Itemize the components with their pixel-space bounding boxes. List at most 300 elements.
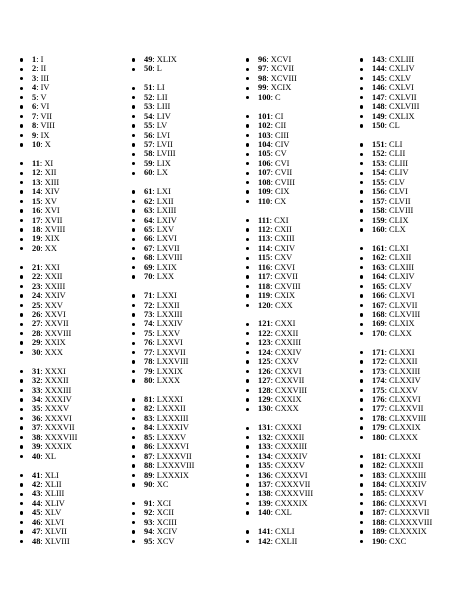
list-item: 81: LXXXI <box>132 395 247 404</box>
bullet-icon <box>132 257 135 260</box>
list-item: 169: CLXIX <box>360 319 474 328</box>
list-item: 25: XXV <box>20 301 135 310</box>
bullet-icon <box>246 332 249 335</box>
roman-numeral: LII <box>156 92 168 102</box>
list-item: 27: XXVII <box>20 319 135 328</box>
bullet-icon <box>246 511 249 514</box>
list-item: 189: CLXXXIX <box>360 527 474 536</box>
list-item: 7: VII <box>20 112 135 121</box>
list-item: 187: CLXXXVII <box>360 508 474 517</box>
roman-numeral: XLV <box>44 508 62 518</box>
arabic-number: 128 <box>258 385 271 395</box>
list-item: 155: CLV <box>360 178 474 187</box>
list-item: 165: CLXV <box>360 282 474 291</box>
list-item: 36: XXXVI <box>20 414 135 423</box>
roman-numeral: CXXXVII <box>274 479 311 489</box>
bullet-icon <box>20 483 23 486</box>
arabic-number: 83 <box>144 413 153 423</box>
arabic-number: 4 <box>32 83 37 93</box>
list-item: 100: C <box>246 93 361 102</box>
list-item: 141: CXLI <box>246 527 361 536</box>
bullet-icon <box>20 502 23 505</box>
roman-numeral: CXLIII <box>388 55 415 64</box>
numeral-group <box>132 187 247 281</box>
bullet-icon <box>20 209 23 212</box>
bullet-icon <box>246 351 249 354</box>
list-item: 103: CIII <box>246 131 361 140</box>
list-item: 172: CLXXII <box>360 357 474 366</box>
bullet-icon <box>20 426 23 429</box>
list-item: 176: CLXXVI <box>360 395 474 404</box>
list-item: 116: CXVI <box>246 263 361 272</box>
arabic-number: 19 <box>32 234 41 244</box>
list-item: 115: CXV <box>246 253 361 262</box>
roman-numeral: CLXXI <box>388 347 415 357</box>
list-item: 132: CXXXII <box>246 433 361 442</box>
bullet-icon <box>360 190 363 193</box>
roman-numeral: LXXXI <box>156 395 183 404</box>
list-item: 80: LXXX <box>132 376 247 385</box>
list-item: 145: CXLV <box>360 74 474 83</box>
arabic-number: 118 <box>258 281 271 291</box>
roman-numeral: CXXIX <box>274 394 302 404</box>
list-item: 180: CLXXX <box>360 433 474 442</box>
roman-numeral: CI <box>274 111 284 121</box>
bullet-icon <box>132 502 135 505</box>
arabic-number: 176 <box>372 394 385 404</box>
numeral-group <box>246 112 361 206</box>
roman-numeral: CLXIV <box>388 272 415 282</box>
roman-numeral: LXII <box>156 196 174 206</box>
bullet-icon <box>20 351 23 354</box>
bullet-icon <box>246 87 249 90</box>
arabic-number: 12 <box>32 168 41 178</box>
arabic-number: 125 <box>258 357 271 367</box>
roman-numeral: LXXIX <box>156 366 183 376</box>
bullet-icon <box>246 342 249 345</box>
bullet-icon <box>20 247 23 250</box>
bullet-icon <box>360 143 363 146</box>
arabic-number: 45 <box>32 508 41 518</box>
roman-numeral: XLVIII <box>44 536 70 546</box>
bullet-icon <box>132 342 135 345</box>
roman-numeral: CXXX <box>274 404 299 414</box>
list-item: 98: XCVIII <box>246 74 361 83</box>
bullet-icon <box>246 238 249 241</box>
arabic-number: 71 <box>144 291 153 301</box>
arabic-number: 85 <box>144 432 153 442</box>
bullet-icon <box>360 257 363 260</box>
arabic-number: 93 <box>144 517 153 527</box>
roman-numeral: XLVII <box>44 527 67 537</box>
roman-numeral: CXXXIX <box>274 498 308 508</box>
roman-numeral: CLXXXIX <box>388 527 427 537</box>
bullet-icon <box>20 87 23 90</box>
bullet-icon <box>20 398 23 401</box>
roman-numeral: CLXXX <box>388 432 418 442</box>
arabic-number: 66 <box>144 234 153 244</box>
list-item: 30: XXX <box>20 348 135 357</box>
bullet-icon <box>132 209 135 212</box>
arabic-number: 134 <box>258 451 271 461</box>
list-item: 138: CXXXVIII <box>246 489 361 498</box>
roman-numeral: XCI <box>156 498 172 508</box>
roman-numeral: LXXX <box>156 376 181 386</box>
bullet-icon <box>360 540 363 543</box>
numeral-group <box>246 527 361 546</box>
list-item: 179: CLXXIX <box>360 423 474 432</box>
arabic-number: 79 <box>144 366 153 376</box>
roman-numeral: XCVIII <box>270 73 297 83</box>
bullet-icon <box>132 134 135 137</box>
numeral-group <box>246 55 361 102</box>
list-item: 59: LIX <box>132 159 247 168</box>
roman-numeral: CLII <box>388 149 406 159</box>
roman-numeral: CLXXVII <box>388 404 424 414</box>
list-item: 168: CLXVIII <box>360 310 474 319</box>
bullet-icon <box>246 389 249 392</box>
list-item: 3: III <box>20 74 135 83</box>
arabic-number: 167 <box>372 300 385 310</box>
bullet-icon <box>132 483 135 486</box>
list-item: 164: CLXIV <box>360 272 474 281</box>
bullet-icon <box>132 143 135 146</box>
arabic-number: 67 <box>144 243 153 253</box>
arabic-number: 64 <box>144 215 153 225</box>
bullet-icon <box>360 379 363 382</box>
bullet-icon <box>246 181 249 184</box>
arabic-number: 1 <box>32 55 37 64</box>
roman-numeral: LXXI <box>156 291 177 301</box>
list-item: 19: XIX <box>20 234 135 243</box>
arabic-number: 159 <box>372 215 385 225</box>
bullet-icon <box>132 58 135 61</box>
list-item: 6: VI <box>20 102 135 111</box>
bullet-icon <box>20 77 23 80</box>
arabic-number: 63 <box>144 206 153 216</box>
arabic-number: 46 <box>32 517 41 527</box>
list-item: 174: CLXXIV <box>360 376 474 385</box>
roman-numeral: CIV <box>274 140 290 149</box>
bullet-icon <box>20 143 23 146</box>
list-item: 93: XCIII <box>132 518 247 527</box>
arabic-number: 74 <box>144 319 153 329</box>
bullet-icon <box>360 209 363 212</box>
arabic-number: 58 <box>144 149 153 159</box>
bullet-icon <box>360 181 363 184</box>
bullet-icon <box>360 200 363 203</box>
arabic-number: 99 <box>258 83 267 93</box>
list-item: 14: XIV <box>20 187 135 196</box>
list-item: 167: CLXVII <box>360 301 474 310</box>
numeral-group <box>246 319 361 413</box>
roman-numeral: XXXI <box>44 366 66 376</box>
arabic-number: 88 <box>144 461 153 471</box>
roman-numeral: XCIV <box>156 527 178 537</box>
bullet-icon <box>132 105 135 108</box>
arabic-number: 10 <box>32 139 41 149</box>
roman-numeral: CXVII <box>274 272 298 282</box>
bullet-icon <box>360 228 363 231</box>
list-item: 66: LXVI <box>132 234 247 243</box>
list-item: 65: LXV <box>132 225 247 234</box>
roman-numeral: CVI <box>274 158 290 168</box>
roman-numeral: CLXVI <box>388 291 415 301</box>
bullet-icon <box>20 134 23 137</box>
arabic-number: 48 <box>32 536 41 546</box>
list-item: 139: CXXXIX <box>246 499 361 508</box>
list-item: 4: IV <box>20 83 135 92</box>
roman-numeral: CLXXXIII <box>388 470 427 480</box>
list-item: 188: CLXXXVIII <box>360 518 474 527</box>
arabic-number: 106 <box>258 158 271 168</box>
roman-numeral: CXLVI <box>388 83 414 93</box>
arabic-number: 76 <box>144 338 153 348</box>
roman-numeral: LXI <box>156 187 171 197</box>
bullet-icon <box>246 483 249 486</box>
list-item: 33: XXXIII <box>20 386 135 395</box>
list-item: 105: CV <box>246 149 361 158</box>
bullet-icon <box>132 464 135 467</box>
arabic-number: 61 <box>144 187 153 197</box>
roman-numeral: CLXXXI <box>388 451 421 461</box>
roman-numeral: CXXV <box>274 357 299 367</box>
list-item: 16: XVI <box>20 206 135 215</box>
roman-numeral: V <box>40 92 47 102</box>
bullet-icon <box>246 445 249 448</box>
arabic-number: 104 <box>258 140 271 149</box>
arabic-number: 122 <box>258 328 271 338</box>
arabic-number: 33 <box>32 385 41 395</box>
list-item: 8: VIII <box>20 121 135 130</box>
roman-numeral: CXLV <box>388 73 412 83</box>
list-item: 106: CVI <box>246 159 361 168</box>
list-item: 31: XXXI <box>20 367 135 376</box>
roman-numeral: XXI <box>44 262 60 272</box>
roman-numeral: LIV <box>156 111 171 121</box>
bullet-icon <box>132 332 135 335</box>
numeral-group <box>132 395 247 489</box>
roman-numeral: IV <box>40 83 50 93</box>
list-item: 124: CXXIV <box>246 348 361 357</box>
roman-numeral: VI <box>40 102 50 112</box>
list-item: 51: LI <box>132 83 247 92</box>
roman-numeral: CIX <box>274 187 290 197</box>
roman-numeral: XXXV <box>44 404 69 414</box>
arabic-number: 78 <box>144 357 153 367</box>
arabic-number: 180 <box>372 432 385 442</box>
arabic-number: 29 <box>32 338 41 348</box>
bullet-icon <box>132 445 135 448</box>
arabic-number: 56 <box>144 130 153 140</box>
roman-numeral: CXL <box>274 508 292 518</box>
numeral-group <box>360 55 474 131</box>
roman-numeral: CLI <box>388 140 403 149</box>
bullet-icon <box>360 417 363 420</box>
list-item: 84: LXXXIV <box>132 423 247 432</box>
bullet-icon <box>20 370 23 373</box>
bullet-icon <box>246 115 249 118</box>
bullet-icon <box>246 134 249 137</box>
arabic-number: 41 <box>32 470 41 480</box>
list-item: 161: CLXI <box>360 244 474 253</box>
roman-numeral: II <box>40 64 47 74</box>
bullet-icon <box>360 219 363 222</box>
roman-numeral: CXXVI <box>274 366 302 376</box>
list-item: 15: XV <box>20 197 135 206</box>
arabic-number: 9 <box>32 130 37 140</box>
arabic-number: 174 <box>372 376 385 386</box>
roman-numeral: LXXII <box>156 300 180 310</box>
bullet-icon <box>132 436 135 439</box>
list-item: 46: XLVI <box>20 518 135 527</box>
bullet-icon <box>246 219 249 222</box>
arabic-number: 147 <box>372 92 385 102</box>
numeral-group <box>132 83 247 177</box>
bullet-icon <box>20 521 23 524</box>
arabic-number: 36 <box>32 413 41 423</box>
arabic-number: 90 <box>144 479 153 489</box>
list-item: 82: LXXXII <box>132 404 247 413</box>
arabic-number: 164 <box>372 272 385 282</box>
arabic-number: 31 <box>32 366 41 376</box>
bullet-icon <box>20 294 23 297</box>
numeral-group <box>20 263 135 357</box>
roman-numeral: CXXXIII <box>274 442 308 452</box>
bullet-icon <box>20 200 23 203</box>
arabic-number: 119 <box>258 291 271 301</box>
roman-numeral: CXVIII <box>274 281 301 291</box>
roman-numeral: CXXVII <box>274 376 305 386</box>
arabic-number: 137 <box>258 479 271 489</box>
bullet-icon <box>360 87 363 90</box>
arabic-number: 178 <box>372 413 385 423</box>
list-item: 104: CIV <box>246 140 361 149</box>
arabic-number: 5 <box>32 92 37 102</box>
bullet-icon <box>20 304 23 307</box>
bullet-icon <box>246 153 249 156</box>
list-item: 156: CLVI <box>360 187 474 196</box>
bullet-icon <box>132 228 135 231</box>
arabic-number: 115 <box>258 253 271 263</box>
bullet-icon <box>246 200 249 203</box>
bullet-icon <box>132 370 135 373</box>
bullet-icon <box>132 304 135 307</box>
bullet-icon <box>360 285 363 288</box>
arabic-number: 52 <box>144 92 153 102</box>
arabic-number: 54 <box>144 111 153 121</box>
roman-numeral: CLVII <box>388 196 411 206</box>
list-item: 113: CXIII <box>246 234 361 243</box>
arabic-number: 123 <box>258 338 271 348</box>
roman-numeral: LVII <box>156 140 173 149</box>
bullet-icon <box>360 266 363 269</box>
list-item: 28: XXVIII <box>20 329 135 338</box>
roman-numeral: CLXI <box>388 243 409 253</box>
list-item: 153: CLIII <box>360 159 474 168</box>
roman-numeral: VII <box>40 111 53 121</box>
roman-numeral: XXII <box>44 272 63 282</box>
roman-numeral: CXXXV <box>274 461 305 471</box>
arabic-number: 110 <box>258 196 271 206</box>
arabic-number: 42 <box>32 479 41 489</box>
bullet-icon <box>246 124 249 127</box>
bullet-icon <box>360 436 363 439</box>
arabic-number: 187 <box>372 508 385 518</box>
list-item: 148: CXLVIII <box>360 102 474 111</box>
arabic-number: 140 <box>258 508 271 518</box>
bullet-icon <box>132 398 135 401</box>
roman-numeral: LXXXIII <box>156 413 189 423</box>
list-item: 74: LXXIV <box>132 319 247 328</box>
bullet-icon <box>20 58 23 61</box>
arabic-number: 131 <box>258 423 271 433</box>
bullet-icon <box>132 87 135 90</box>
list-item: 71: LXXI <box>132 291 247 300</box>
roman-numeral: LXXVI <box>156 338 183 348</box>
bullet-icon <box>132 96 135 99</box>
bullet-icon <box>20 162 23 165</box>
bullet-icon <box>246 493 249 496</box>
bullet-icon <box>246 436 249 439</box>
roman-numeral: XXXIV <box>44 394 72 404</box>
roman-numeral: XI <box>44 158 54 168</box>
list-item: 39: XXXIX <box>20 442 135 451</box>
bullet-icon <box>360 521 363 524</box>
arabic-number: 109 <box>258 187 271 197</box>
arabic-number: 175 <box>372 385 385 395</box>
roman-numeral: CLXX <box>388 328 412 338</box>
arabic-number: 84 <box>144 423 153 433</box>
arabic-number: 38 <box>32 432 41 442</box>
list-item: 47: XLVII <box>20 527 135 536</box>
list-item: 163: CLXIII <box>360 263 474 272</box>
bullet-icon <box>246 455 249 458</box>
list-item: 97: XCVII <box>246 64 361 73</box>
arabic-number: 120 <box>258 300 271 310</box>
roman-numeral: XIV <box>44 187 60 197</box>
arabic-number: 89 <box>144 470 153 480</box>
roman-numeral: XXX <box>44 347 63 357</box>
bullet-icon <box>360 455 363 458</box>
roman-numeral: XXXII <box>44 376 69 386</box>
arabic-number: 182 <box>372 461 385 471</box>
roman-numeral: LV <box>156 121 168 131</box>
arabic-number: 154 <box>372 168 385 178</box>
arabic-number: 101 <box>258 111 271 121</box>
list-item: 10: X <box>20 140 135 149</box>
arabic-number: 103 <box>258 130 271 140</box>
arabic-number: 163 <box>372 262 385 272</box>
arabic-number: 158 <box>372 206 385 216</box>
arabic-number: 72 <box>144 300 153 310</box>
numeral-group <box>360 140 474 234</box>
bullet-icon <box>132 512 135 515</box>
arabic-number: 142 <box>258 536 271 546</box>
arabic-number: 177 <box>372 404 385 414</box>
arabic-number: 150 <box>372 121 385 131</box>
arabic-number: 160 <box>372 224 385 234</box>
roman-numeral: XL <box>44 451 56 461</box>
arabic-number: 14 <box>32 187 41 197</box>
arabic-number: 161 <box>372 243 385 253</box>
bullet-icon <box>20 540 23 543</box>
roman-numeral: CLXIX <box>388 319 415 329</box>
roman-numeral: LXXIII <box>156 310 183 319</box>
roman-numeral: LXXXIV <box>156 423 189 433</box>
list-item: 122: CXXII <box>246 329 361 338</box>
arabic-number: 102 <box>258 121 271 131</box>
